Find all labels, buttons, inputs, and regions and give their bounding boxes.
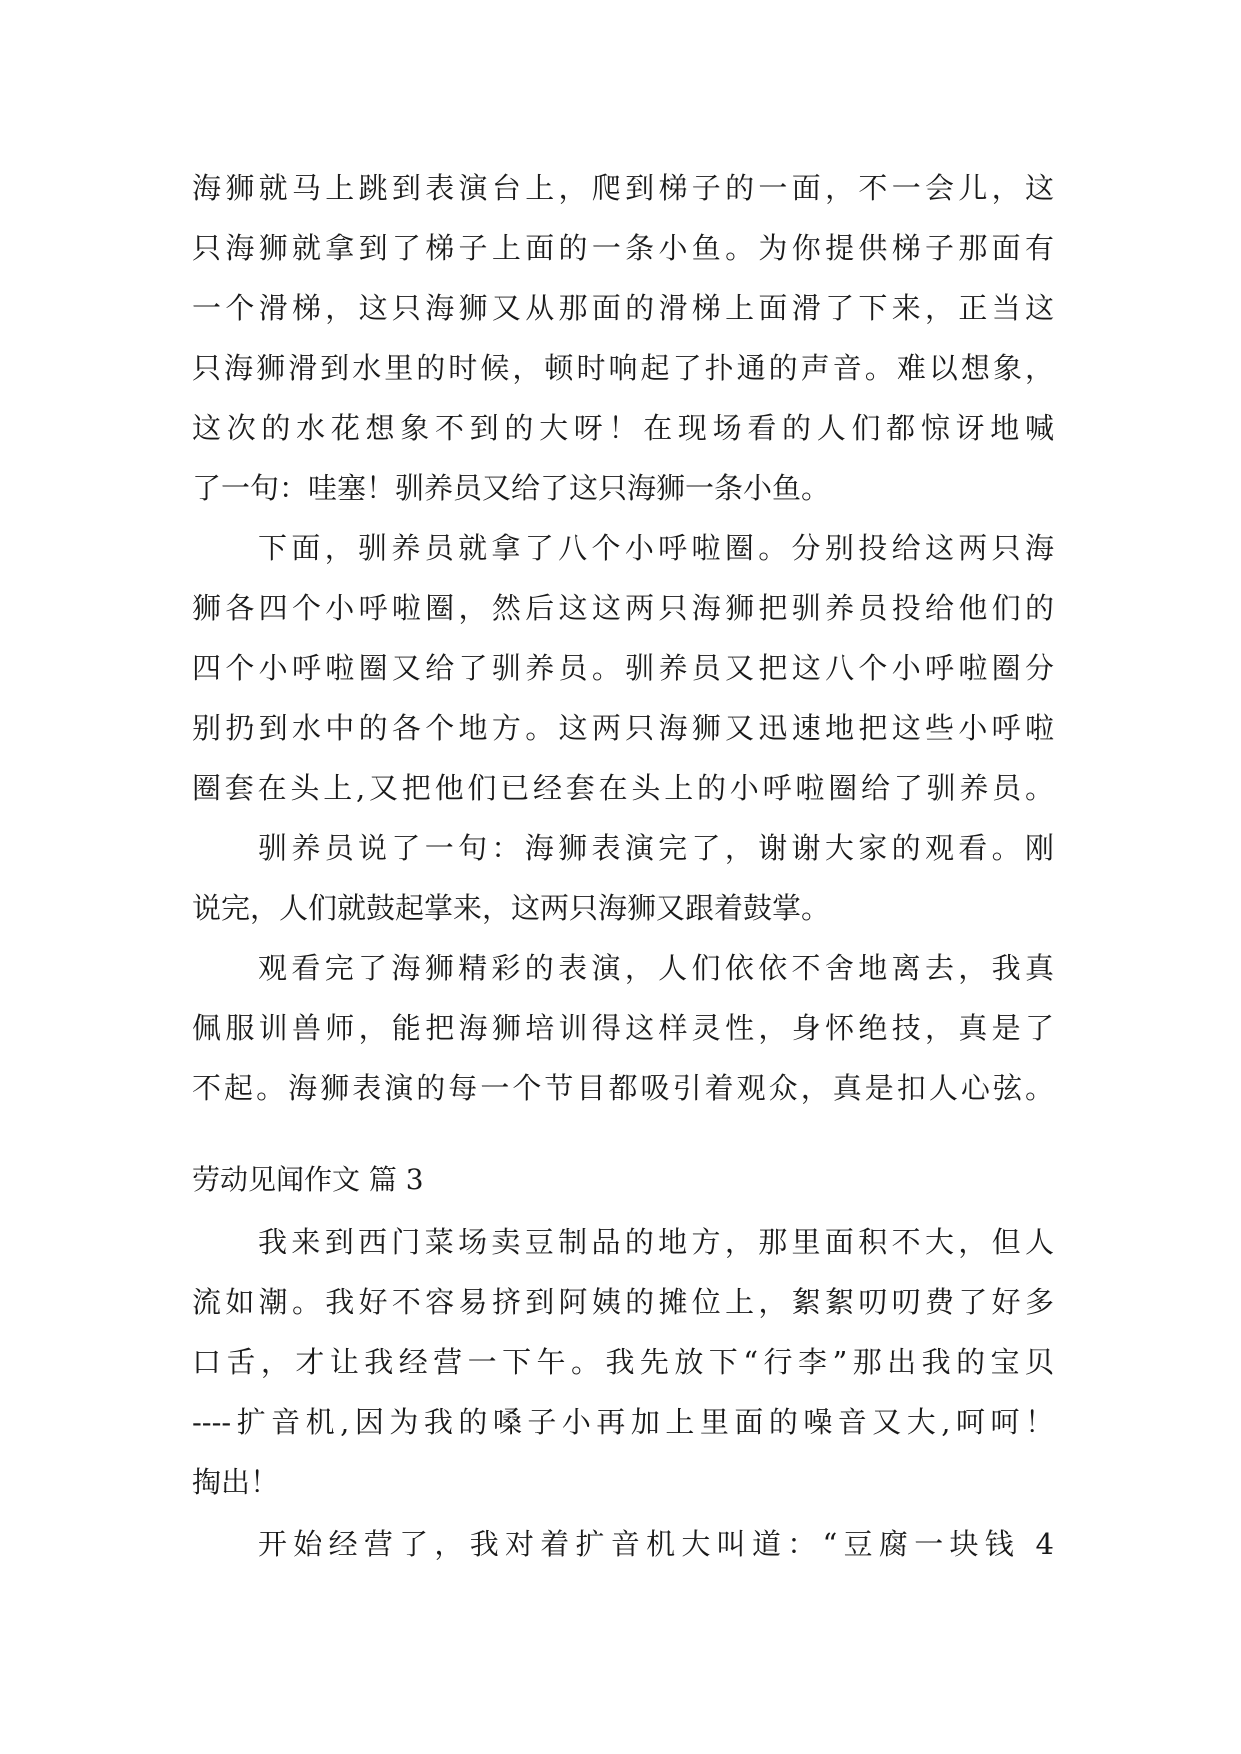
text-line: ----扩音机,因为我的嗓子小再加上里面的噪音又大,呵呵！ [192,1405,1054,1439]
text-line: 不起。海狮表演的每一个节目都吸引着观众，真是扣人心弦。 [192,1071,1054,1105]
text-line: 佩服训兽师，能把海狮培训得这样灵性，身怀绝技，真是了 [192,1011,1054,1045]
text-line: 海狮就马上跳到表演台上，爬到梯子的一面，不一会儿，这 [192,171,1054,205]
text-line: 只海狮就拿到了梯子上面的一条小鱼。为你提供梯子那面有 [192,231,1054,265]
text-line: 下面，驯养员就拿了八个小呼啦圈。分别投给这两只海 [258,531,1054,565]
text-line: 这次的水花想象不到的大呀！在现场看的人们都惊讶地喊 [192,411,1054,445]
section-heading: 劳动见闻作文 篇 3 [192,1163,424,1196]
text-line: 流如潮。我好不容易挤到阿姨的摊位上，絮絮叨叨费了好多 [192,1285,1054,1319]
text-line: 驯养员说了一句：海狮表演完了，谢谢大家的观看。刚 [258,831,1054,865]
text-line: 一个滑梯，这只海狮又从那面的滑梯上面滑了下来，正当这 [192,291,1054,325]
text-line: 别扔到水中的各个地方。这两只海狮又迅速地把这些小呼啦 [192,711,1054,745]
text-line: 只海狮滑到水里的时候，顿时响起了扑通的声音。难以想象， [192,351,1054,385]
text-line: 说完，人们就鼓起掌来，这两只海狮又跟着鼓掌。 [192,891,831,925]
text-line: 四个小呼啦圈又给了驯养员。驯养员又把这八个小呼啦圈分 [192,651,1054,685]
text-line: 开始经营了，我对着扩音机大叫道：“豆腐一块钱 4 [258,1527,1054,1561]
text-line: 狮各四个小呼啦圈，然后这这两只海狮把驯养员投给他们的 [192,591,1054,625]
text-line: 我来到西门菜场卖豆制品的地方，那里面积不大，但人 [258,1225,1054,1259]
text-line: 观看完了海狮精彩的表演，人们依依不舍地离去，我真 [258,951,1054,985]
text-line: 口舌，才让我经营一下午。我先放下“行李”那出我的宝贝 [192,1345,1054,1379]
text-line: 掏出！ [192,1465,280,1499]
text-line: 圈套在头上,又把他们已经套在头上的小呼啦圈给了驯养员。 [192,771,1054,805]
text-line: 了一句：哇塞！驯养员又给了这只海狮一条小鱼。 [192,471,831,505]
